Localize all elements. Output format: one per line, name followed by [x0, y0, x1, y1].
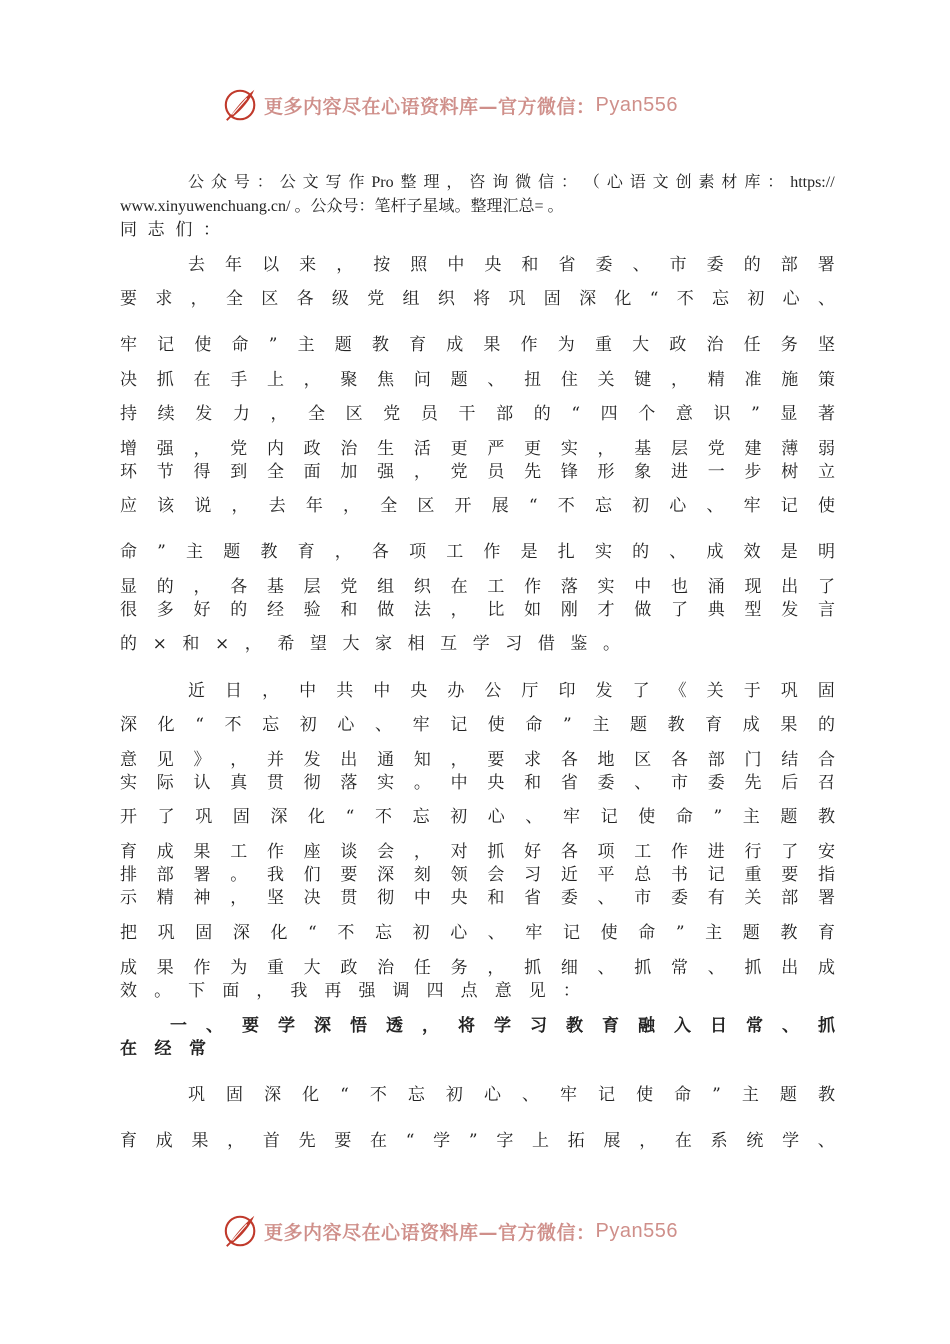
- quill-pen-logo-icon: [222, 86, 260, 124]
- top-banner[interactable]: [222, 84, 742, 126]
- paragraph-line: 要 求 ， 全 区 各 级 党 组 织 将 巩 固 深 化 “ 不 忘 初 心 、: [120, 289, 835, 309]
- paragraph-line: 意 见 》 ， 并 发 出 通 知 ， 要 求 各 地 区 各 部 门 结 合: [120, 750, 835, 770]
- paragraph-line: 巩 固 深 化 “ 不 忘 初 心 、 牢 记 使 命 ” 主 题 教: [188, 1085, 835, 1105]
- banner-text: 更多内容尽在心语资料库—官方微信：: [264, 95, 596, 118]
- quill-pen-logo-icon: [222, 1212, 260, 1250]
- paragraph-line: 实 际 认 真 贯 彻 落 实 。 中 央 和 省 委 、 市 委 先 后 召: [120, 773, 835, 793]
- salutation: 同 志 们 ：: [120, 220, 220, 240]
- banner-text: 更多内容尽在心语资料库—官方微信：: [264, 1221, 596, 1244]
- header-line-1: 公 众 号 ： 公 文 写 作 Pro 整 理 ， 咨 询 微 信 ： （ 心 语 文 创 素 材 库 ： https://: [188, 174, 835, 191]
- paragraph-line: 命 ” 主 题 教 育 ， 各 项 工 作 是 扎 实 的 、 成 效 是 明: [120, 542, 835, 562]
- section-heading-cont: 在 经 常: [120, 1039, 206, 1059]
- bottom-banner[interactable]: [222, 1210, 742, 1252]
- paragraph-line: 决 抓 在 手 上 ， 聚 焦 问 题 、 扭 住 关 键 ， 精 准 施 策: [120, 370, 835, 390]
- paragraph-line: 把 巩 固 深 化 “ 不 忘 初 心 、 牢 记 使 命 ” 主 题 教 育: [120, 923, 835, 943]
- paragraph-line: 深 化 “ 不 忘 初 心 、 牢 记 使 命 ” 主 题 教 育 成 果 的: [120, 715, 835, 735]
- paragraph-line: 增 强 ， 党 内 政 治 生 活 更 严 更 实 ， 基 层 党 建 薄 弱: [120, 439, 835, 459]
- header-line-2: www.xinyuwenchuang.cn/ 。公众号：笔杆子星域。整理汇总= 。: [120, 198, 564, 215]
- paragraph-line: 环 节 得 到 全 面 加 强 ， 党 员 先 锋 形 象 进 一 步 树 立: [120, 462, 835, 482]
- paragraph-line: 排 部 署 。 我 们 要 深 刻 领 会 习 近 平 总 书 记 重 要 指: [120, 865, 835, 885]
- paragraph-line: 牢 记 使 命 ” 主 题 教 育 成 果 作 为 重 大 政 治 任 务 坚: [120, 335, 835, 355]
- paragraph-line: 开 了 巩 固 深 化 “ 不 忘 初 心 、 牢 记 使 命 ” 主 题 教: [120, 807, 835, 827]
- paragraph-line: 近 日 ， 中 共 中 央 办 公 厅 印 发 了 《 关 于 巩 固: [188, 681, 835, 701]
- paragraph-line: 很 多 好 的 经 验 和 做 法 ， 比 如 刚 才 做 了 典 型 发 言: [120, 600, 835, 620]
- paragraph-line: 育 成 果 ， 首 先 要 在 “ 学 ” 字 上 拓 展 ， 在 系 统 学 、: [120, 1131, 835, 1151]
- paragraph-line: 效 。 下 面 ， 我 再 强 调 四 点 意 见 ：: [120, 981, 580, 1001]
- paragraph-line: 显 的 ， 各 基 层 党 组 织 在 工 作 落 实 中 也 涌 现 出 了: [120, 577, 835, 597]
- paragraph-line: 成 果 作 为 重 大 政 治 任 务 ， 抓 细 、 抓 常 、 抓 出 成: [120, 958, 835, 978]
- paragraph-line: 的 × 和 × ， 希 望 大 家 相 互 学 习 借 鉴 。: [120, 634, 620, 654]
- section-heading: 一 、 要 学 深 悟 透 ， 将 学 习 教 育 融 入 日 常 、 抓: [170, 1016, 835, 1036]
- paragraph-line: 育 成 果 工 作 座 谈 会 ， 对 抓 好 各 项 工 作 进 行 了 安: [120, 842, 835, 862]
- paragraph-line: 应 该 说 ， 去 年 ， 全 区 开 展 “ 不 忘 初 心 、 牢 记 使: [120, 496, 835, 516]
- banner-wechat-id: Pyan556: [595, 93, 678, 116]
- paragraph-line: 持 续 发 力 ， 全 区 党 员 干 部 的 “ 四 个 意 识 ” 显 著: [120, 404, 835, 424]
- banner-wechat-id: Pyan556: [595, 1219, 678, 1242]
- paragraph-line: 去 年 以 来 ， 按 照 中 央 和 省 委 、 市 委 的 部 署: [188, 255, 835, 275]
- paragraph-line: 示 精 神 ， 坚 决 贯 彻 中 央 和 省 委 、 市 委 有 关 部 署: [120, 888, 835, 908]
